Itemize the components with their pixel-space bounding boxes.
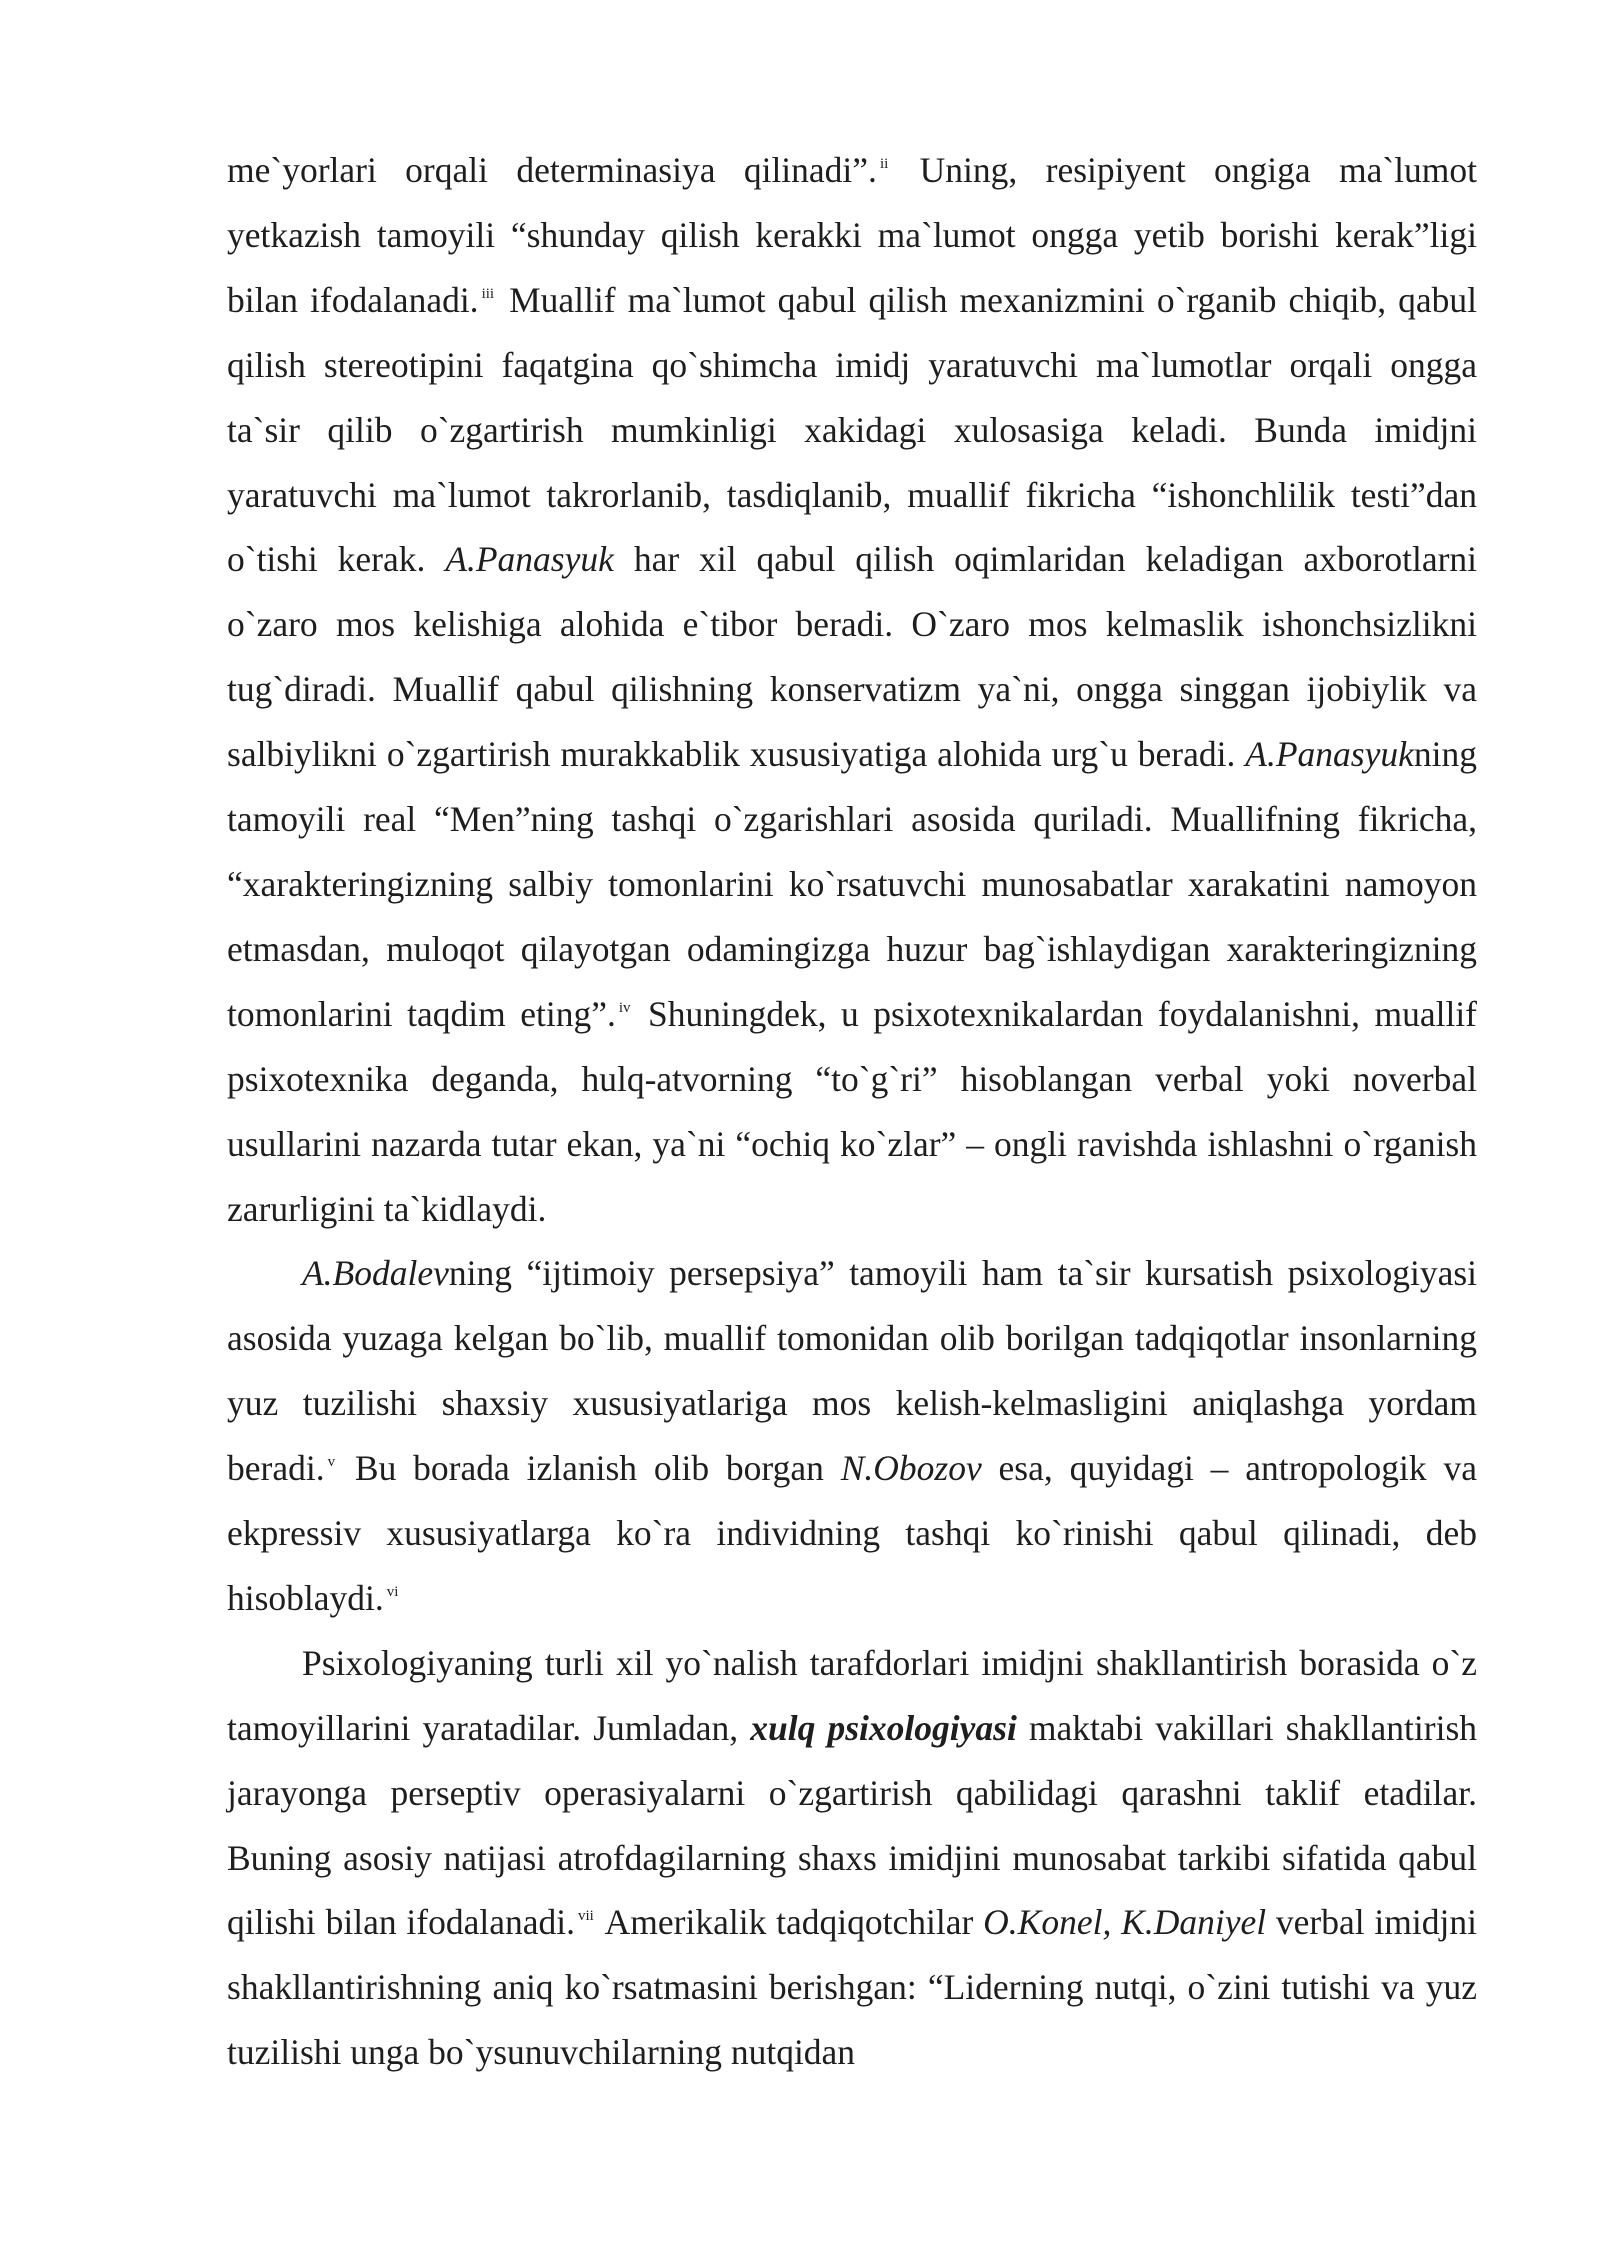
author-name: A.Bodalev [302,1253,449,1294]
footnote-marker: v [327,1454,336,1471]
text-run: ning “ijtimoiy persepsiya” tamoyili ham ta`sir kursatish psixologiyasi asosida yuzaga kelgan bo`lib, muallif tomonidan olib borilgan tadqiqotlar insonlarning yuz tuzilishi shaxsiy xususiyatlariga mos kelish-kelmasligini aniqlashga yordam beradi. [227,1253,1477,1489]
document-page [227,138,1477,2085]
text-run: Muallif ma`lumot qabul qilish mexanizmini o`rganib chiqib, qabul qilish stereotipini faqatgina qo`shimcha imidj yaratuvchi ma`lumotlar orqali ongga ta`sir qilib o`zgartirish mumkinligi xakidagi xulosasiga keladi. Bunda imidjni yaratuvchi ma`lumot takrorlanib, tasdiqlanib, muallif fikricha “ishonchlilik testi”dan o`tishi kerak. [227,279,1477,580]
text-run: verbal imidjni shakllantirishning aniq ko`rsatmasini berishgan: “Liderning nutqi, o`zini tutishi va yuz tuzilishi unga bo`ysunuvchilarning nutqidan [227,1902,1477,2073]
author-name: O.Konel, K.Daniyel [983,1902,1267,1943]
body-paragraph [227,138,1477,1241]
text-run: maktabi vakillari shakllantirish jarayonga perseptiv operasiyalarni o`zgartirish qabilidagi qarashni taklif etadilar. Buning asosiy natijasi atrofdagilarning shaxs imidjini munosabat tarkibi sifatida qabul qilishi bilan ifodalanadi. [227,1707,1478,1943]
footnote-marker: iii [481,285,495,302]
text-run: har xil qabul qilish oqimlaridan keladigan axborotlarni o`zaro mos kelishiga alohida e`tibor beradi. O`zaro mos kelmaslik ishonchsizlikni tug`diradi. Muallif qabul qilishning konservatizm ya`ni, ongga singgan ijobiylik va salbiylikni o`zgartirish murakkablik xususiyatiga alohida urg`u beradi. [227,539,1478,775]
footnote-marker: vii [577,1908,594,1925]
text-run: Amerikalik tadqiqotchilar [596,1902,984,1943]
footnote-marker: iv [618,999,631,1016]
text-run: Shuningdek, u psixotexnikalardan foydalanishni, muallif psixotexnika deganda, hulq-atvorning “to`g`ri” hisoblangan verbal yoki noverbal usullarini nazarda tutar ekan, ya`ni “ochiq ko`zlar” – ongli ravishda ishlashni o`rganish zarurligini ta`kidlaydi. [227,993,1478,1229]
text-run: esa, quyidagi – antropologik va ekpressiv xususiyatlarga ko`ra individning tashqi ko`rinishi qabul qilinadi, deb hisoblaydi. [227,1448,1477,1618]
text-run: ning tamoyili real “Men”ning tashqi o`zgarishlari asosida quriladi. Muallifning fikricha, “xarakteringizning salbiy tomonlarini ko`rsatuvchi munosabatlar xarakatini namoyon etmasdan, muloqot qilayotgan odamingizga huzur bag`ishlaydigan xarakteringizning tomonlarini taqdim eting”. [227,734,1477,1034]
footnote-marker: vi [386,1583,399,1600]
text-run: Uning, resipiyent ongiga ma`lumot yetkazish tamoyili “shunday qilish kerakki ma`lumot ongga yetib borishi kerak”ligi bilan ifodalanadi. [227,150,1478,320]
author-name: A.Panasyuk [1245,734,1414,775]
text-run: me`yorlari orqali determinasiya qilinadi”. [227,150,877,190]
text-run: Bu borada izlanish olib borgan [338,1448,841,1489]
body-paragraph [227,1241,1477,1630]
emphasized-term: xulq psixologiyasi [750,1707,1017,1748]
body-paragraph [227,1631,1477,2085]
text-run: Psixologiyaning turli xil yo`nalish tarafdorlari imidjni shakllantirish borasida o`z tamoyillarini yaratadilar. Jumladan, [227,1642,1477,1748]
author-name: A.Panasyuk [445,539,614,580]
author-name: N.Obozov [840,1448,982,1489]
footnote-marker: ii [879,156,889,172]
